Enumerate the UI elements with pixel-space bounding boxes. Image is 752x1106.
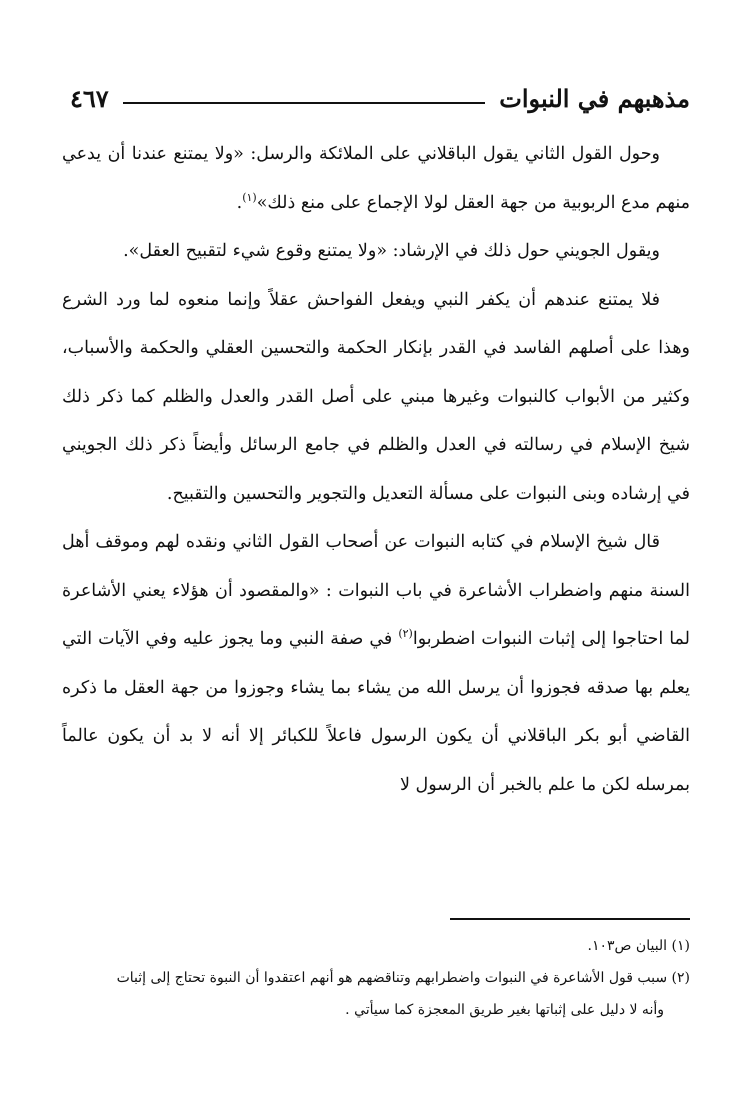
footnote-separator	[450, 918, 690, 920]
footnotes	[62, 930, 690, 1026]
footnote-ref-2: (٢)	[398, 627, 413, 641]
page-number: ٤٦٧	[70, 83, 109, 113]
chapter-title: مذهبهم في النبوات	[499, 83, 690, 113]
paragraph-1-text: وحول القول الثاني يقول الباقلاني على الملائكة والرسل: «ولا يمتنع عندنا أن يدعي منهم مدع الربوبية من جهة العقل لولا الإجماع على منع ذلك»	[62, 144, 690, 213]
paragraph-3: فلا يمتنع عندهم أن يكفر النبي ويفعل الفواحش عقلاً وإنما منعوه لما ورد الشرع وهذا على أصلهم الفاسد في القدر بإنكار الحكمة والتحسين العقلي والحكمة والأسباب، وكثير من الأبواب كالنبوات وغيرها مبني على أصل القدر والعدل والظلم كما ذكر ذلك شيخ الإسلام في رسالته في العدل والظلم في جامع الرسائل وأيضاً ذكر ذلك الجويني في إرشاده وبنى النبوات على مسألة التعديل والتجوير والتحسين والتقبيح.	[62, 289, 690, 504]
paragraph-4	[62, 518, 690, 809]
paragraph-1	[62, 130, 690, 227]
main-text	[62, 130, 690, 809]
footnote-2-continuation: وأنه لا دليل على إثباتها بغير طريق المعجزة كما سيأتي .	[345, 1002, 664, 1018]
paragraph-4-text-b: في صفة النبي وما يجوز عليه وفي الآيات التي يعلم بها صدقه فجوزوا أن يرسل الله من يشاء بما يشاء وجوزوا من جهة العقل ما ذكره القاضي أبو بكر الباقلاني أن يكون الرسول فاعلاً للكبائر إلا أنه لا بد أن يكون عالماً بمرسله لكن ما علم بالخبر أن الرسول لا	[62, 629, 690, 795]
running-header	[70, 78, 690, 118]
paragraph-1-end: .	[236, 192, 243, 213]
footnote-2: (٢) سبب قول الأشاعرة في النبوات واضطرابهم وتناقضهم هو أنهم اعتقدوا أن النبوة تحتاج إلى إثبات	[116, 970, 690, 986]
paragraph-4-text-a: قال شيخ الإسلام في كتابه النبوات عن أصحاب القول الثاني ونقده لهم وموقف أهل السنة منهم واضطراب الأشاعرة في باب النبوات : «والمقصود أن هؤلاء يعني الأشاعرة لما احتاجوا إلى إثبات النبوات اضطربوا	[62, 532, 690, 649]
paragraph-2: ويقول الجويني حول ذلك في الإرشاد: «ولا يمتنع وقوع شيء لتقبيح العقل».	[123, 241, 660, 261]
footnote-ref-1: (١)	[242, 190, 257, 204]
footnote-1: (١) البيان ص١٠٣.	[587, 938, 690, 954]
header-rule	[123, 102, 486, 104]
